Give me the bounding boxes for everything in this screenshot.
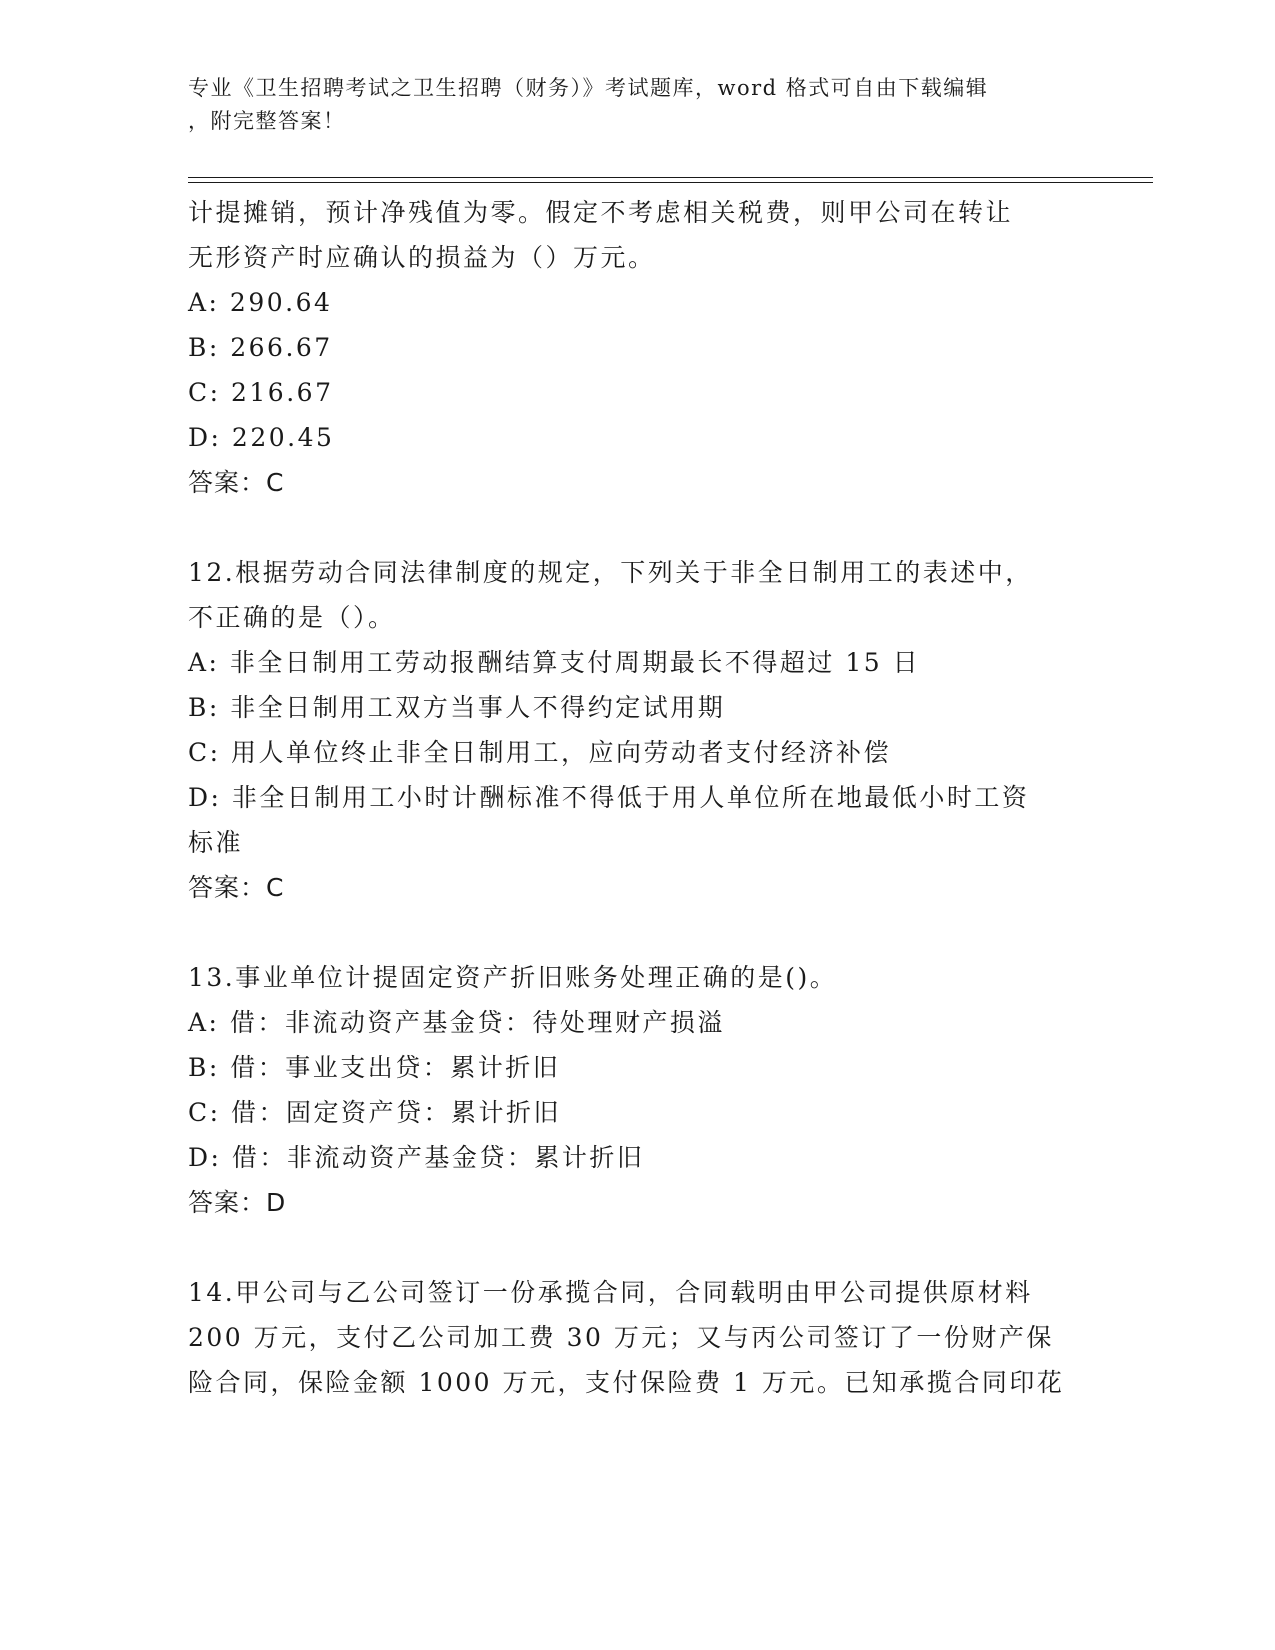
header-line-2: ，附完整答案！ (188, 109, 346, 133)
question-13 (188, 955, 1088, 1225)
option-c: C: 借：固定资产贷：累计折旧 (188, 1098, 561, 1127)
option-b: B: 借：事业支出贷：累计折旧 (188, 1053, 561, 1082)
option-b: B: 非全日制用工双方当事人不得约定试用期 (188, 693, 726, 722)
option-a: A: 借：非流动资产基金贷：待处理财产损溢 (188, 1008, 725, 1037)
document-body (188, 190, 1088, 1405)
answer-line: 答案：C (188, 873, 285, 902)
option-d: D: 非全日制用工小时计酬标准不得低于用人单位所在地最低小时工资 (188, 783, 1030, 812)
question-text-line: 计提摊销，预计净残值为零。假定不考虑相关税费，则甲公司在转让 (188, 198, 1014, 227)
option-b: B: 266.67 (188, 333, 333, 362)
question-text-line: 13.事业单位计提固定资产折旧账务处理正确的是()。 (188, 963, 838, 992)
option-d: D: 借：非流动资产基金贷：累计折旧 (188, 1143, 645, 1172)
question-text-line: 无形资产时应确认的损益为（）万元。 (188, 243, 656, 272)
spacer (188, 505, 1088, 550)
question-12 (188, 550, 1088, 910)
option-c: C: 用人单位终止非全日制用工，应向劳动者支付经济补偿 (188, 738, 892, 767)
question-fragment (188, 190, 1088, 505)
page-header (188, 72, 1068, 138)
spacer (188, 1225, 1088, 1270)
answer-line: 答案：D (188, 1188, 287, 1217)
question-text-line: 险合同，保险金额 1000 万元，支付保险费 1 万元。已知承揽合同印花 (188, 1368, 1065, 1397)
option-c: C: 216.67 (188, 378, 334, 407)
answer-line: 答案：C (188, 468, 285, 497)
question-text-line: 14.甲公司与乙公司签订一份承揽合同，合同载明由甲公司提供原材料 (188, 1278, 1033, 1307)
option-a: A: 290.64 (188, 288, 333, 317)
option-d-continued: 标准 (188, 828, 244, 857)
option-a: A: 非全日制用工劳动报酬结算支付周期最长不得超过 15 日 (188, 648, 921, 677)
option-d: D: 220.45 (188, 423, 335, 452)
spacer (188, 910, 1088, 955)
header-rule-bottom (188, 182, 1153, 183)
header-rule-top (188, 177, 1153, 178)
header-line-1: 专业《卫生招聘考试之卫生招聘（财务）》考试题库，word 格式可自由下载编辑 (188, 76, 989, 100)
question-text-line: 12.根据劳动合同法律制度的规定，下列关于非全日制用工的表述中， (188, 558, 1033, 587)
question-14 (188, 1270, 1088, 1405)
question-text-line: 200 万元，支付乙公司加工费 30 万元；又与丙公司签订了一份财产保 (188, 1323, 1054, 1352)
question-text-line: 不正确的是（）。 (188, 603, 396, 632)
